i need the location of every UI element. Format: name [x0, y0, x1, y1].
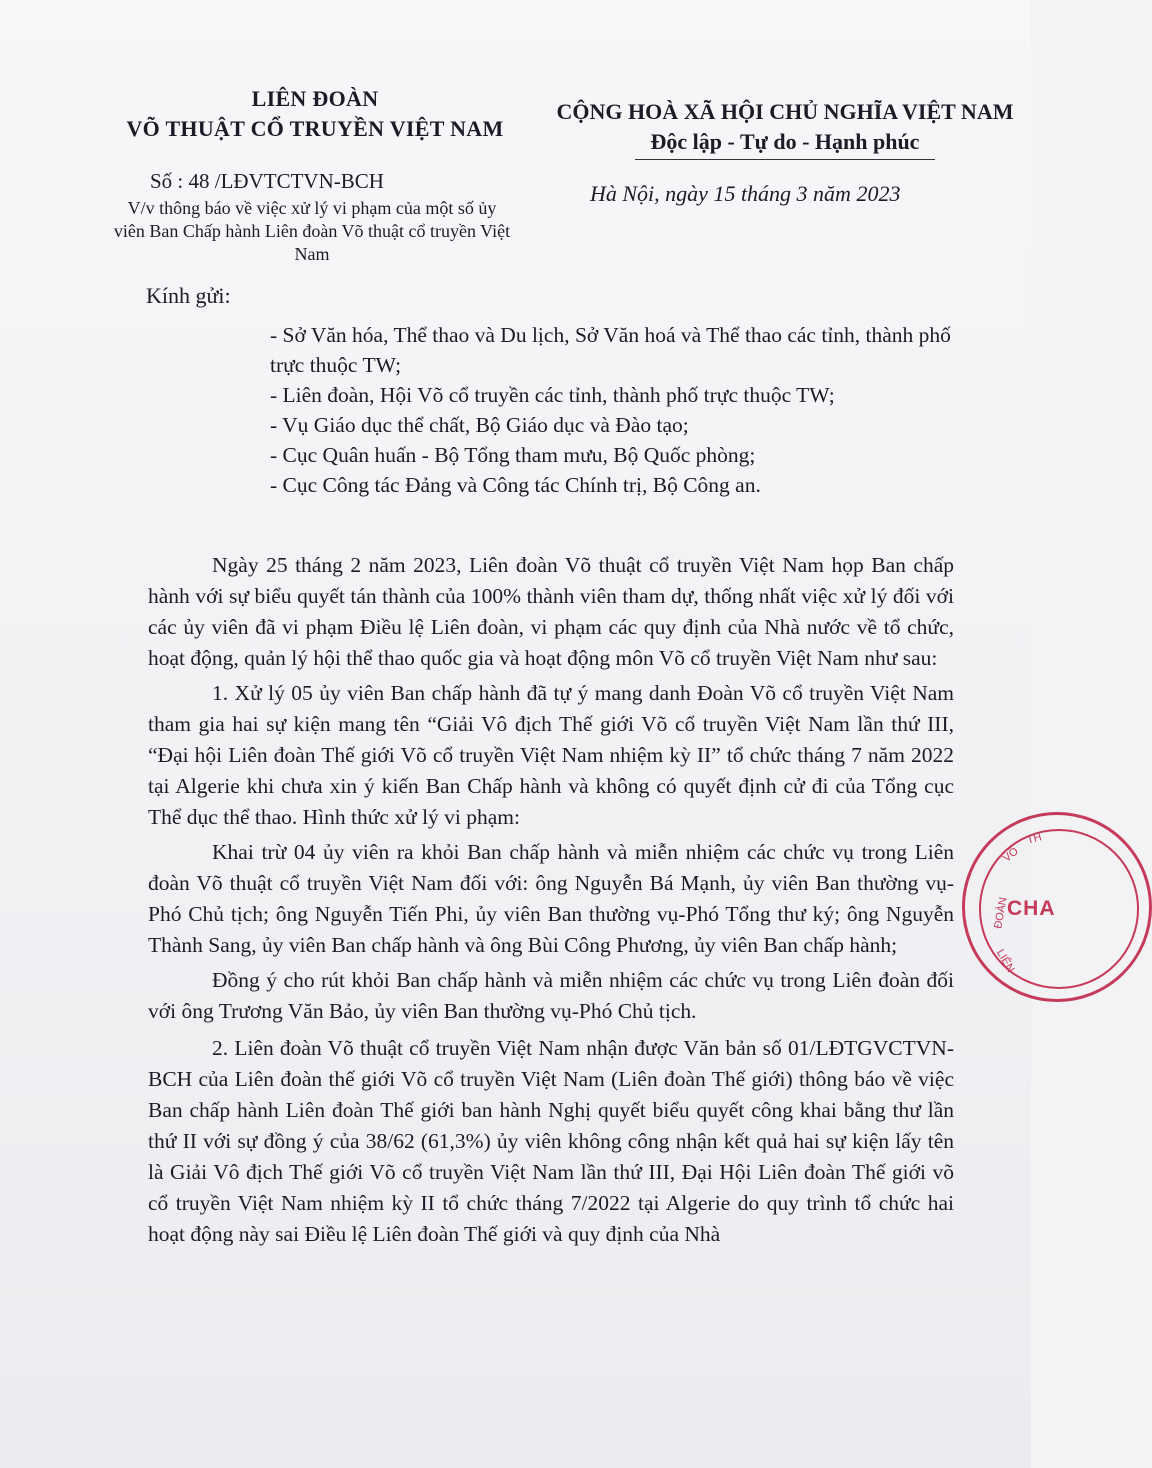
- recipient-item: - Cục Quân huấn - Bộ Tổng tham mưu, Bộ Quốc phòng;: [270, 443, 756, 467]
- seal-arc-text: VÕ: [1001, 845, 1021, 865]
- seal-arc-text: LIÊN: [993, 947, 1017, 975]
- recipient-item: - Vụ Giáo dục thể chất, Bộ Giáo dục và Đào tạo;: [270, 413, 689, 437]
- document-subject: V/v thông báo về việc xử lý vi phạm của một số ủy viên Ban Chấp hành Liên đoàn Võ thuật cổ truyền Việt Nam: [113, 198, 511, 264]
- seal-arc-text: TH: [1025, 831, 1043, 847]
- seal-arc-text: ĐOÀN: [992, 896, 1010, 930]
- body-paragraph: Ngày 25 tháng 2 năm 2023, Liên đoàn Võ thuật cổ truyền Việt Nam họp Ban chấp hành với sự biểu quyết tán thành của 100% thành viên tham dự, thống nhất việc xử lý đối với các ủy viên đã vi phạm Điều lệ Liên đoàn, vi phạm các quy định của Nhà nước về tổ chức, hoạt động, quản lý hội thể thao quốc gia và hoạt động môn Võ cổ truyền Việt Nam như sau:: [148, 553, 954, 670]
- issuing-organization: [110, 84, 520, 144]
- document-number: Số : 48 /LĐVTCTVN-BCH: [150, 169, 384, 193]
- national-motto: Độc lập - Tự do - Hạnh phúc: [650, 129, 920, 154]
- recipient-item: - Cục Công tác Đảng và Công tác Chính trị, Bộ Công an.: [270, 473, 761, 497]
- national-title: CỘNG HOÀ XÃ HỘI CHỦ NGHĨA VIỆT NAM: [556, 99, 1014, 124]
- body-paragraph: 1. Xử lý 05 ủy viên Ban chấp hành đã tự ý mang danh Đoàn Võ cổ truyền Việt Nam tham gia hai sự kiện mang tên “Giải Vô địch Thế giới Võ cổ truyền Việt Nam lần thứ III, “Đại hội Liên đoàn Thế giới Võ cổ truyền Việt Nam nhiệm kỳ II” tổ chức tháng 7 năm 2022 tại Algerie khi chưa xin ý kiến Ban Chấp hành và không có quyết định cử đi của Tổng cục Thể dục thể thao. Hình thức xử lý vi phạm:: [148, 681, 954, 829]
- recipient-item: - Sở Văn hóa, Thể thao và Du lịch, Sở Văn hoá và Thể thao các tỉnh, thành phố trực thuộc TW;: [270, 323, 951, 377]
- org-name-line2: VÕ THUẬT CỔ TRUYỀN VIỆT NAM: [126, 116, 504, 141]
- seal-text: CHA: [1007, 897, 1056, 920]
- document-body: [148, 550, 954, 1254]
- recipient-item: - Liên đoàn, Hội Võ cổ truyền các tỉnh, thành phố trực thuộc TW;: [270, 383, 835, 407]
- salutation: Kính gửi:: [146, 283, 231, 308]
- body-paragraph: Khai trừ 04 ủy viên ra khỏi Ban chấp hành và miễn nhiệm các chức vụ trong Liên đoàn Võ thuật cổ truyền Việt Nam đối với: ông Nguyễn Bá Mạnh, ủy viên Ban thường vụ-Phó Chủ tịch; ông Nguyễn Tiến Phi, ủy viên Ban thường vụ-Phó Tổng thư ký; ông Nguyễn Thành Sang, ủy viên Ban chấp hành và ông Bùi Công Phương, ủy viên Ban chấp hành;: [148, 840, 954, 957]
- recipient-list: [270, 320, 980, 500]
- org-name-line1: LIÊN ĐOÀN: [251, 86, 379, 111]
- national-header: [555, 97, 1015, 160]
- red-seal-stamp: [962, 812, 1152, 1002]
- body-paragraph: Đồng ý cho rút khỏi Ban chấp hành và miễn nhiệm các chức vụ trong Liên đoàn đối với ông Trương Văn Bảo, ủy viên Ban thường vụ-Phó Chủ tịch.: [148, 968, 954, 1023]
- date-place: Hà Nội, ngày 15 tháng 3 năm 2023: [590, 181, 901, 206]
- body-paragraph: 2. Liên đoàn Võ thuật cổ truyền Việt Nam nhận được Văn bản số 01/LĐTGVCTVN-BCH của Liên đoàn thế giới Võ cổ truyền Việt Nam (Liên đoàn Thế giới) thông báo về việc Ban chấp hành Liên đoàn Thế giới ban hành Nghị quyết biểu quyết công khai bằng thư lần thứ II với sự đồng ý của 38/62 (61,3%) ủy viên không công nhận kết quả hai sự kiện lấy tên là Giải Vô địch Thế giới Võ cổ truyền Việt Nam lần thứ III, Đại Hội Liên đoàn Thế giới võ cổ truyền Việt Nam nhiệm kỳ II tổ chức tháng 7/2022 tại Algerie do quy trình tổ chức hai hoạt động này sai Điều lệ Liên đoàn Thế giới và quy định của Nhà: [148, 1036, 954, 1246]
- motto-underline: [635, 159, 935, 160]
